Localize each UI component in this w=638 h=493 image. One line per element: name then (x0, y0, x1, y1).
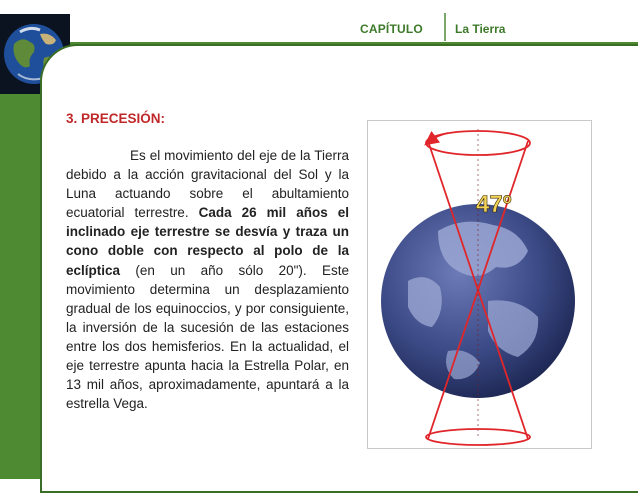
bottom-orbit-ellipse (426, 429, 530, 445)
precession-figure (367, 120, 592, 449)
section-title: 3. PRECESIÓN: (66, 111, 166, 126)
section-body (66, 146, 349, 413)
body-text-part-2: (en un año sólo 20"). Este movimiento determina un desplazamiento gradual de los equinoccios, y por consiguiente, la inversión de la sucesión de las estaciones entre los dos hemisferios. En la actualidad, el eje terrestre apunta hacia la Estrella Polar, en 13 mil años, aproximadamente, apuntará a la estrella Vega. (66, 262, 349, 412)
header-bar (0, 0, 638, 42)
header-divider (444, 13, 446, 41)
body-text-part-1: Es el movimiento del eje de la Tierra debido a la acción gravitacional del Sol y la Luna actuando sobre el abultamiento ecuatorial terrestre. (66, 148, 349, 221)
body-text-bold: Cada 26 mil años el inclinado eje terrestre se desvía y traza un cono doble con respecto al polo de la eclíptica (66, 205, 349, 278)
angle-label: 47º (476, 191, 512, 218)
chapter-label: CAPÍTULO (360, 22, 423, 36)
chapter-name: La Tierra (455, 22, 506, 36)
